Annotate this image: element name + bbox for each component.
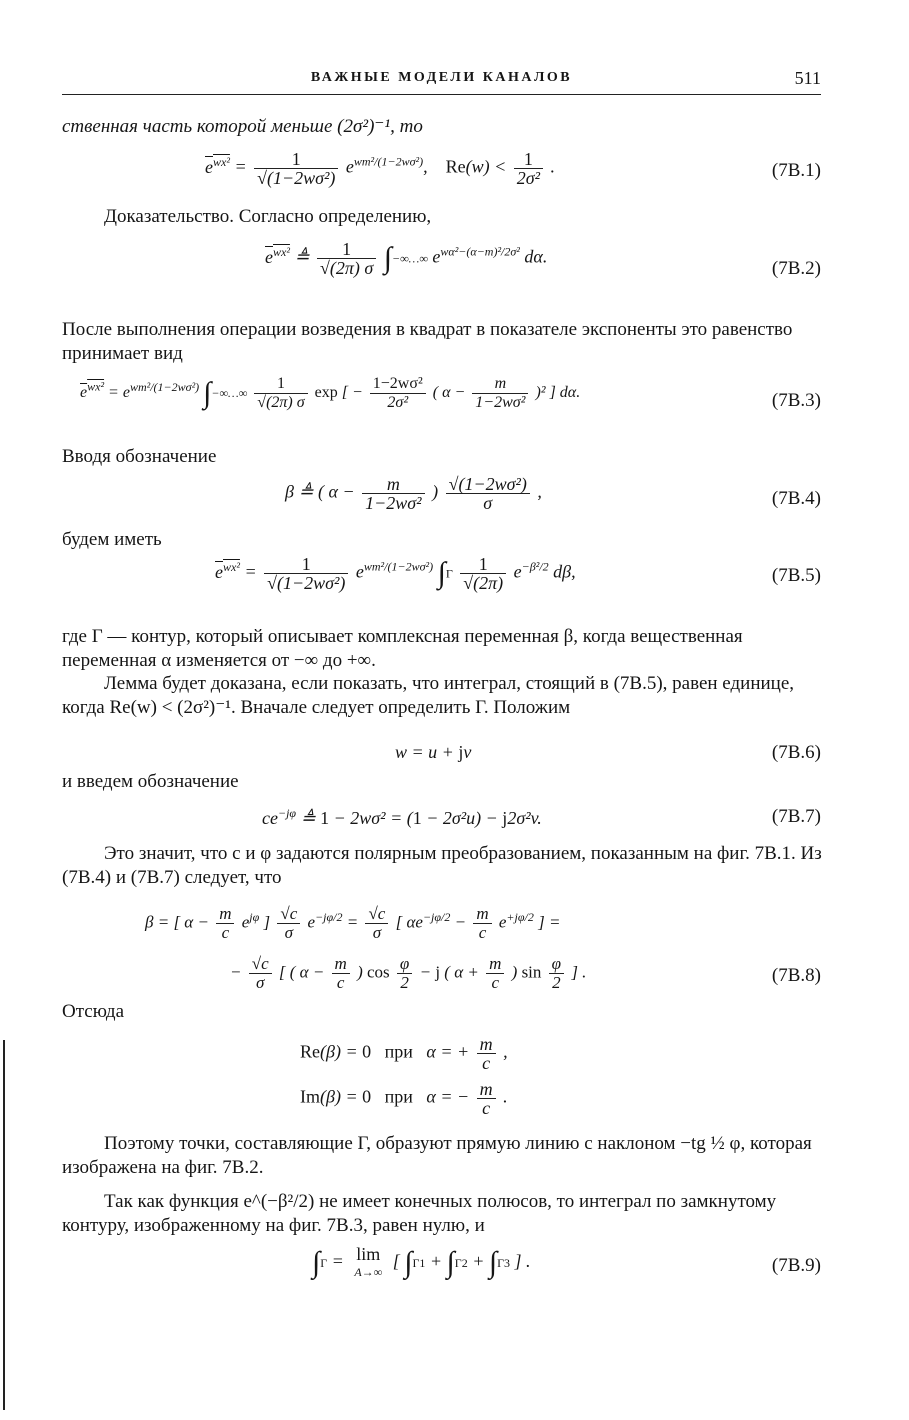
tag-7b3: (7B.3) xyxy=(771,390,821,411)
paragraph-9: Это значит, что c и φ задаются полярным преобразованием, показанным на фиг. 7B.1. Из (7B.4) и (7B.7) следует, что xyxy=(62,843,822,888)
paragraph-2: Доказательство. Согласно определению, xyxy=(104,206,432,227)
equation-7b3: $e^{wx^2} = e^{wm^2/(1-2w\sigma^2)}$ ∫−∞…∞ $\frac{1}{√(2\pi) \sigma}$ exp [ − $\frac{\text{1−2wσ²}}{\text{2σ²}}$ ( α − $\frac{m}{\text{1−2wσ²}}$ )² ] dα. xyxy=(80,375,581,411)
equation-7b8-line2: − $\frac{√c}{\sigma}$ [ ( α − $\frac{m}{c}$ ) cos $\frac{\varphi}{2}$ − j ( α + $\frac{m}{c}$ ) sin $\frac{\varphi}{2}$ ] . xyxy=(230,954,587,992)
tag-7b2: (7B.2) xyxy=(771,258,821,279)
paragraph-11: Поэтому точки, составляющие Γ, образуют прямую линию с наклоном −tg ½ φ, которая изображена на фиг. 7B.2. xyxy=(62,1133,812,1178)
paragraph-8: и введем обозначение xyxy=(62,771,239,792)
scan-margin-line xyxy=(3,1040,5,1410)
equation-im-beta: Im(β) = 0 при α = − $\frac{m}{c}$ . xyxy=(300,1079,508,1118)
paragraph-6: где Γ — контур, который описывает комплексная переменная β, когда вещественная переменная α изменяется от −∞ до +∞. xyxy=(62,626,743,671)
equation-7b8-line1: β = [ α − $\frac{m}{c}$ $e^{j\varphi}$ ] $\frac{√c}{\sigma}$ $e^{-j\varphi/2}$ = $\frac{√c}{\sigma}$ [ $\alpha e^{-j\varphi/2}$ − $\frac{m}{c}$ $e^{+j\varphi/2}$ ] = xyxy=(145,904,561,942)
equation-7b2: $e^{wx^2}$ ≜ $\frac{1}{√(2\pi) \sigma}$ ∫−∞…∞ $e^{w\alpha^2-(\alpha-m)^2/2\sigma^2}$ dα. xyxy=(265,239,548,278)
equation-7b9: ∫Γ = lim A→∞ [ ∫Γ1 + ∫Γ2 + ∫Γ3 ] . xyxy=(312,1244,531,1279)
equation-7b1: $e^{wx^2}$ = $\frac{1}{\text{√(1−2wσ²)}}$ $e^{wm^2/(1-2w\sigma^2)}$, Re(w) < $\frac{1}{\text{2σ²}}$ . xyxy=(205,149,556,188)
equation-7b4: β ≜ ( α − $\frac{m}{\text{1−2wσ²}}$ ) $\frac{\text{√(1−2wσ²)}}{\sigma}$ , xyxy=(285,474,542,513)
paragraph-12: Так как функция e^(−β²/2) не имеет конечных полюсов, то интеграл по замкнутому контуру, изображенному на фиг. 7B.3, равен нулю, и xyxy=(62,1191,777,1236)
tag-7b4: (7B.4) xyxy=(771,488,821,509)
paragraph-5: будем иметь xyxy=(62,529,162,550)
equation-7b6: w = u + jv xyxy=(395,742,472,762)
paragraph-3: После выполнения операции возведения в квадрат в показателе экспоненты это равенство принимает вид xyxy=(62,319,793,364)
paragraph-7: Лемма будет доказана, если показать, что интеграл, стоящий в (7B.5), равен единице, когда Re(w) < (2σ²)⁻¹. Вначале следует определить Γ. Положим xyxy=(62,673,795,718)
tag-7b7: (7B.7) xyxy=(771,806,821,827)
tag-7b6: (7B.6) xyxy=(771,742,821,763)
paragraph-10: Отсюда xyxy=(62,1001,125,1022)
equation-7b5: $e^{wx^2}$ = $\frac{1}{\text{√(1−2wσ²)}}$ $e^{wm^2/(1-2w\sigma^2)}$ ∫Γ $\frac{1}{√(2\pi)}$ $e^{-\beta^2/2}$ dβ, xyxy=(215,554,576,593)
page-number: 511 xyxy=(794,68,821,88)
equation-7b7: $ce^{-j\varphi}$ ≜ 1 − 2wσ² = (1 − 2σ²u) − j2σ²v. xyxy=(262,806,542,828)
paragraph-1: ственная часть которой меньше (2σ²)⁻¹, то xyxy=(62,116,423,137)
running-title: ВАЖНЫЕ МОДЕЛИ КАНАЛОВ xyxy=(310,70,573,85)
tag-7b5: (7B.5) xyxy=(771,565,821,586)
page-header xyxy=(62,70,821,95)
tag-7b1: (7B.1) xyxy=(771,160,821,181)
paragraph-4: Вводя обозначение xyxy=(62,446,217,467)
tag-7b9: (7B.9) xyxy=(771,1255,821,1276)
tag-7b8: (7B.8) xyxy=(771,965,821,986)
equation-re-beta: Re(β) = 0 при α = + $\frac{m}{c}$ , xyxy=(300,1034,508,1073)
